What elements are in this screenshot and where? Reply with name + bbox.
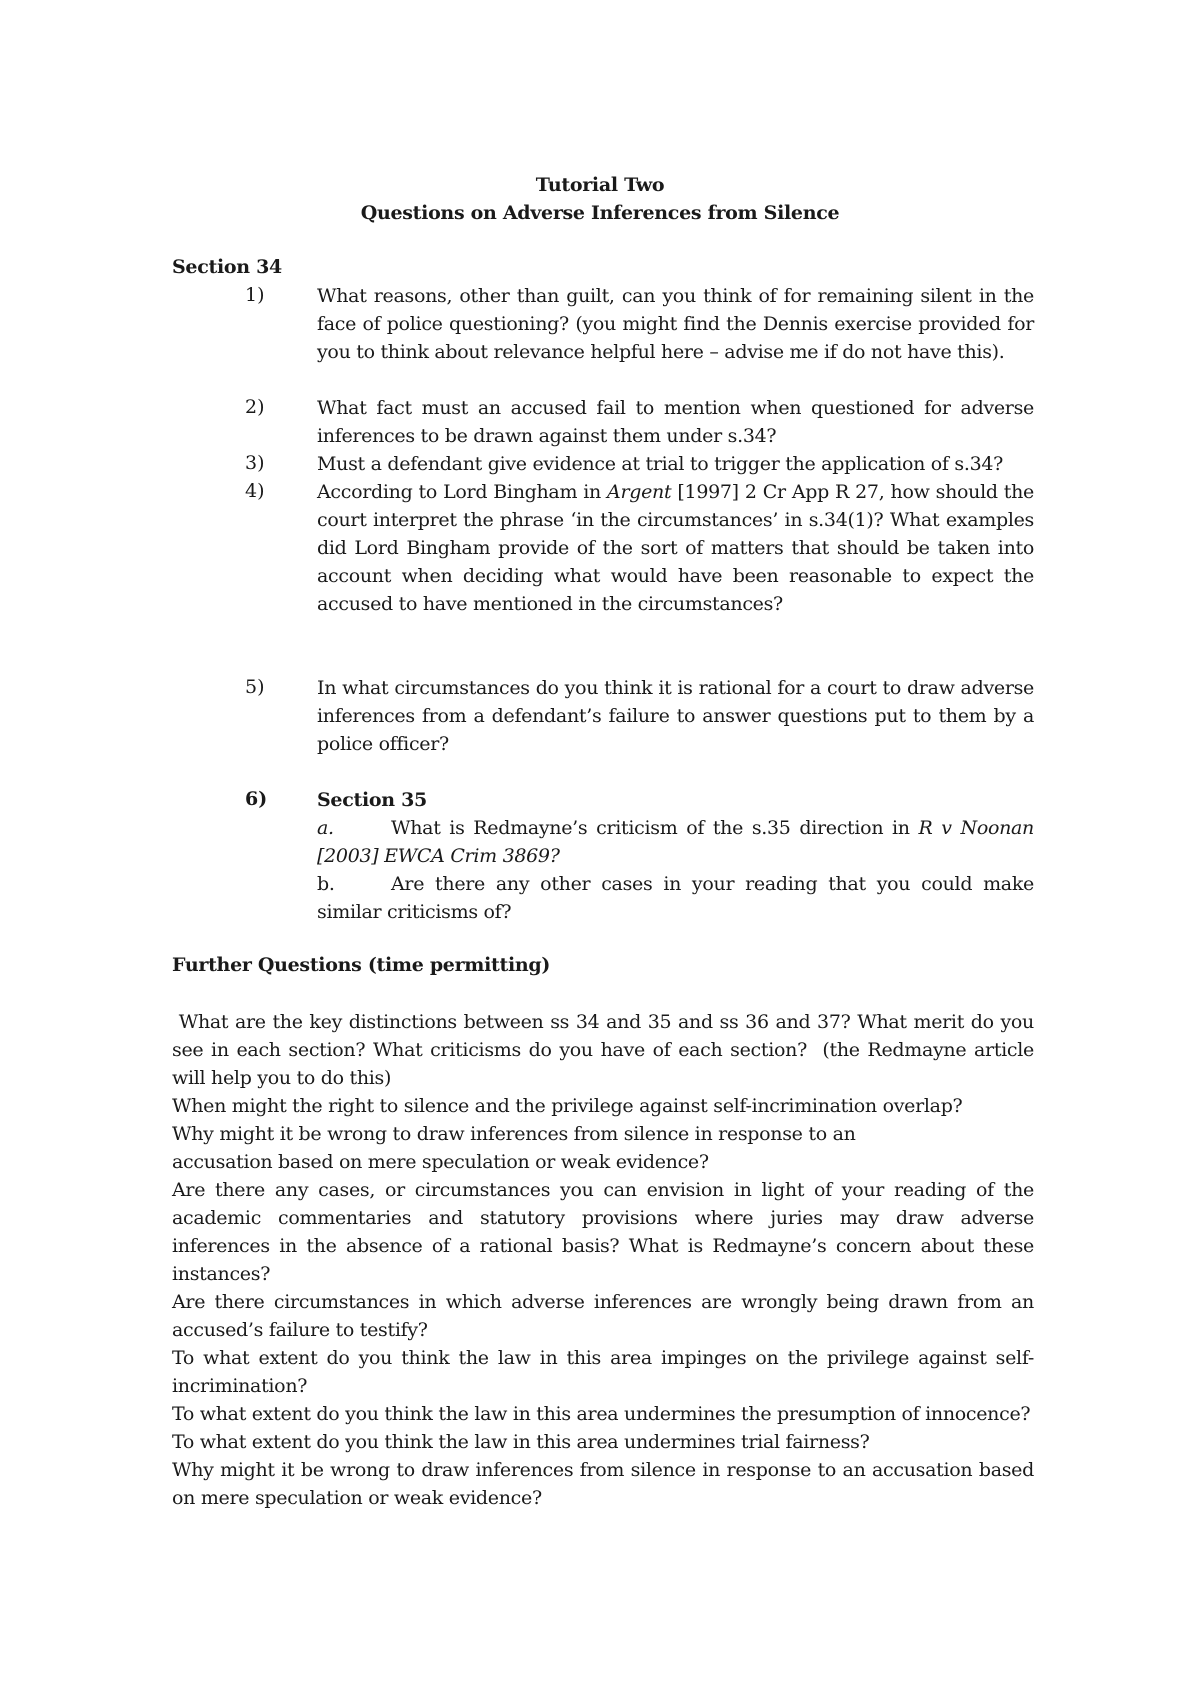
question-5-text: In what circumstances do you think it is rational for a court to draw adverse inferences from a defendant’s failure to answer questions put to them by a police officer? [317, 677, 1034, 755]
section-34-heading: Section 34 [172, 256, 282, 278]
further-questions-list [172, 1008, 1040, 1512]
further-question-4: Are there any cases, or circumstances you can envision in light of your reading of the academic commentaries and statutory provisions where juries may draw adverse inferences in the absence of a rational basis? What is Redmayne’s concern about these instances? [172, 1179, 1034, 1285]
question-2-text: What fact must an accused fail to mention when questioned for adverse inferences to be drawn against them under s.34? [317, 397, 1034, 447]
question-3-number: 3) [245, 452, 265, 474]
question-1-text: What reasons, other than guilt, can you think of for remaining silent in the face of police questioning? (you might find the Dennis exercise provided for you to think about relevance helpful here – advise me if do not have this). [317, 285, 1034, 363]
question-4-number: 4) [245, 480, 265, 502]
question-1-number: 1) [245, 284, 265, 306]
question-4-text-end: [1997] 2 Cr App R 27, how should the court interpret the phrase ‘in the circumstances’ in s.34(1)? What examples did Lord Bingham provide of the sort of matters that should be taken into account when deciding what would have been reasonable to expect the accused to have mentioned in the circumstances? [317, 481, 1035, 615]
item-a-letter: a. [317, 817, 334, 839]
further-question-3b: accusation based on mere speculation or weak evidence? [172, 1151, 709, 1173]
section-35-item-a [317, 814, 1034, 870]
further-question-1: What are the key distinctions between ss 34 and 35 and ss 36 and 37? What merit do you see in each section? What criticisms do you have of each section? (the Redmayne article will help you to do this) [172, 1011, 1040, 1089]
document-title: Tutorial Two [535, 174, 665, 196]
case-noonan: R v Noonan [2003] EWCA Crim 3869? [317, 817, 1034, 867]
item-b-text: Are there any other cases in your reading that you could make similar criticisms of? [317, 873, 1034, 923]
question-3-text: Must a defendant give evidence at trial to trigger the application of s.34? [317, 453, 1004, 475]
case-argent: Argent [607, 481, 672, 503]
section-35-item-b [317, 870, 1034, 926]
item-b-letter: b. [317, 873, 335, 895]
question-4-text-start: According to Lord Bingham in [317, 481, 608, 503]
item-a-text: What is Redmayne’s criticism of the s.35 direction in [391, 817, 919, 839]
question-4-text [317, 478, 1034, 618]
further-question-6: To what extent do you think the law in this area impinges on the privilege against self-incrimination? [172, 1347, 1034, 1397]
further-question-9: Why might it be wrong to draw inferences from silence in response to an accusation based on mere speculation or weak evidence? [172, 1459, 1034, 1509]
question-6-number: 6) [245, 788, 268, 810]
further-question-8: To what extent do you think the law in this area undermines trial fairness? [172, 1431, 870, 1453]
further-question-5: Are there circumstances in which adverse inferences are wrongly being drawn from an accused’s failure to testify? [172, 1291, 1034, 1341]
further-questions-heading: Further Questions (time permitting) [172, 954, 551, 976]
section-35-heading: Section 35 [317, 789, 427, 811]
question-5-number: 5) [245, 676, 265, 698]
document-subtitle: Questions on Adverse Inferences from Silence [360, 202, 840, 224]
further-question-3a: Why might it be wrong to draw inferences from silence in response to an [172, 1123, 856, 1145]
further-question-7: To what extent do you think the law in this area undermines the presumption of innocence? [172, 1403, 1031, 1425]
further-question-2: When might the right to silence and the privilege against self-incrimination overlap? [172, 1095, 963, 1117]
question-2-number: 2) [245, 396, 265, 418]
